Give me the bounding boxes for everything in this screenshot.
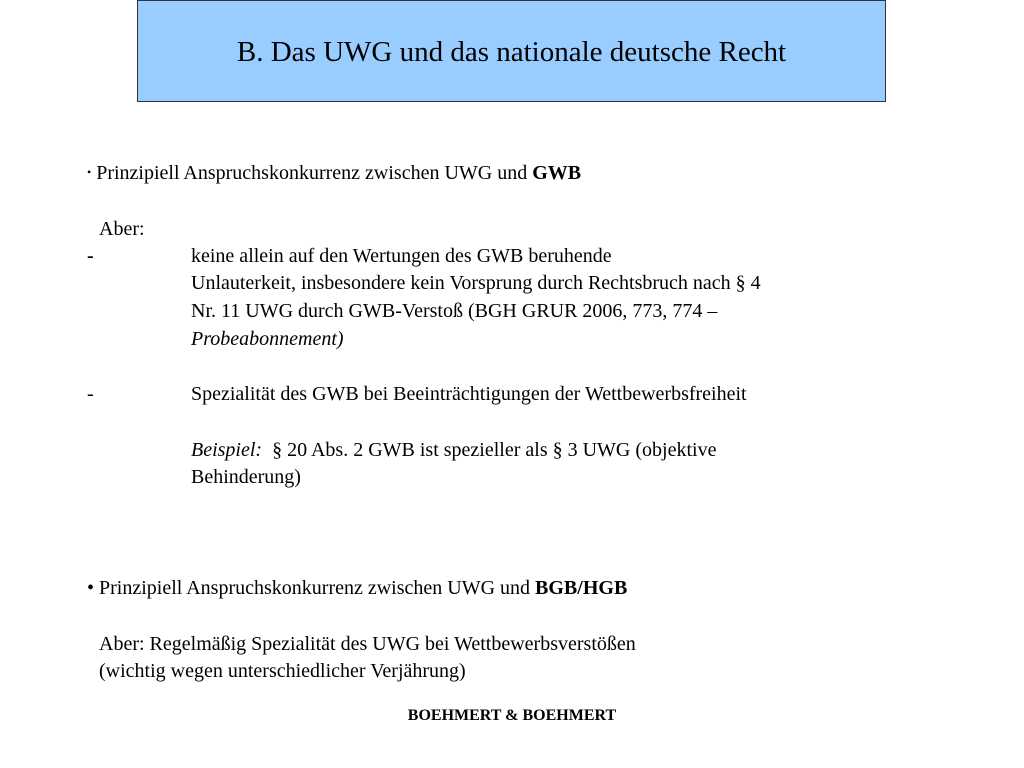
slide-title: B. Das UWG und das nationale deutsche Recht — [236, 35, 787, 68]
section1-bullet-line — [87, 160, 581, 188]
section1-text: Prinzipiell Anspruchskonkurrenz zwischen UWG und — [96, 162, 533, 184]
item1-line2: Unlauterkeit, insbesondere kein Vorsprung durch Rechtsbruch nach § 4 — [191, 272, 761, 294]
example-line2: Behinderung) — [191, 466, 301, 488]
bullet-icon: • — [87, 577, 95, 599]
item2-text: Spezialität des GWB bei Beeinträchtigungen der Wettbewerbsfreiheit — [191, 383, 747, 405]
section2-text: Prinzipiell Anspruchskonkurrenz zwischen UWG und — [99, 577, 536, 599]
item1-line1: keine allein auf den Wertungen des GWB beruhende — [191, 245, 612, 267]
item1-line4: Probeabonnement) — [191, 328, 344, 350]
item1-dash: - — [87, 245, 94, 267]
example-line — [191, 437, 716, 463]
example-label: Beispiel: — [191, 439, 263, 461]
slide-title-box — [137, 0, 886, 102]
example-text: § 20 Abs. 2 GWB ist spezieller als § 3 UWG (objektive — [272, 439, 717, 461]
footer-brand: BOEHMERT & BOEHMERT — [407, 707, 617, 724]
section2-aber-line1: Aber: Regelmäßig Spezialität des UWG bei Wettbewerbsverstößen — [99, 633, 636, 655]
section1-bold: GWB — [532, 162, 582, 184]
section2-bullet-line — [87, 575, 627, 601]
section1-aber: Aber: — [99, 218, 145, 240]
bullet-icon: • — [87, 165, 92, 179]
item1-line3: Nr. 11 UWG durch GWB-Verstoß (BGH GRUR 2006, 773, 774 – — [191, 300, 718, 322]
item2-dash: - — [87, 383, 94, 405]
section2-aber-line2: (wichtig wegen unterschiedlicher Verjährung) — [99, 660, 466, 682]
section2-bold: BGB/HGB — [535, 577, 628, 599]
